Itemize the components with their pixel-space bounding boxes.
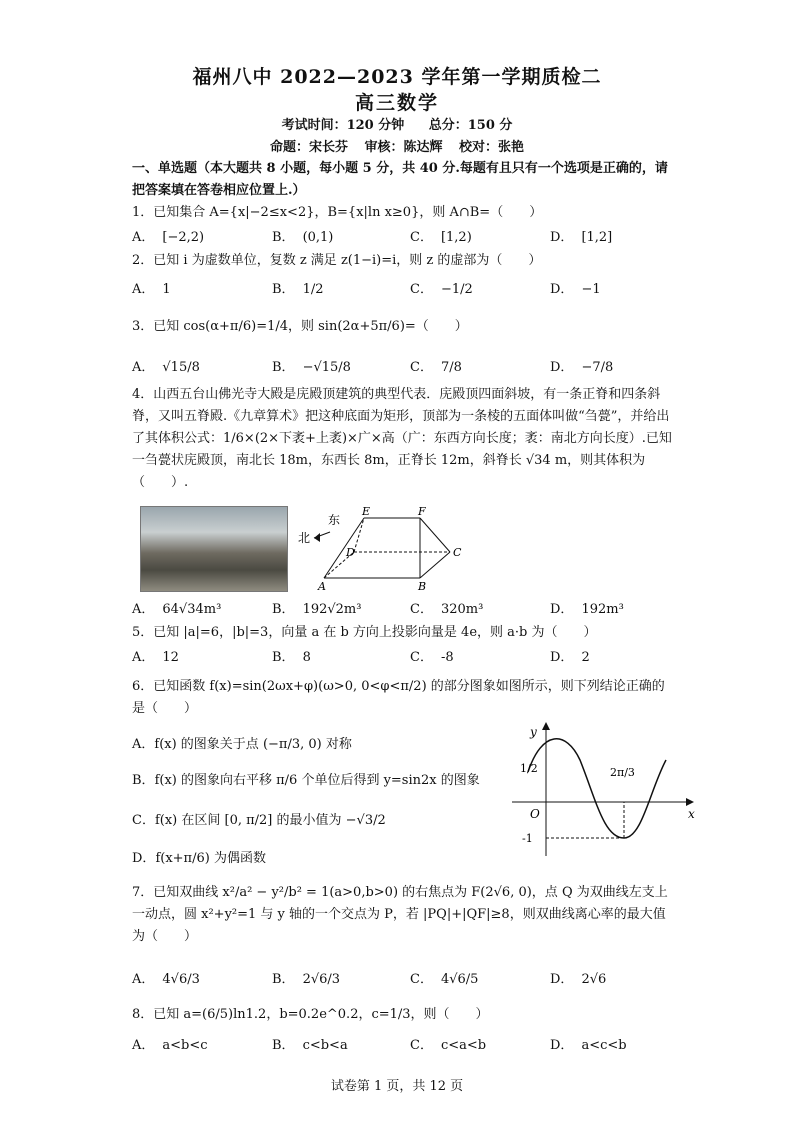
option-a: A． 64√34m³	[132, 602, 222, 617]
exam-time: 考试时间：120 分钟	[281, 118, 405, 133]
question-1-options	[132, 226, 692, 248]
option-a: A．f(x) 的图象关于点 (−π/3, 0) 对称	[132, 737, 352, 752]
question-2-options	[132, 278, 692, 300]
exam-meta	[0, 114, 794, 133]
option-c: C． -8	[410, 650, 454, 665]
reviewer: 审核：陈达辉	[364, 140, 443, 155]
option-c: C． 7/8	[410, 360, 462, 375]
option-d: D． −7/8	[550, 360, 614, 375]
question-5: 5．已知 |a|=6，|b|=3，向量 a 在 b 方向上投影向量是 4e，则 a·b 为（ ）	[132, 625, 597, 640]
exam-staff	[0, 136, 794, 155]
option-d: D． 192m³	[550, 602, 624, 617]
exam-subject: 高三数学	[354, 92, 439, 114]
sine-graph	[508, 720, 698, 860]
page-footer: 试卷第 1 页，共 12 页	[330, 1079, 464, 1094]
question-4-options	[132, 598, 692, 620]
east-label: 东	[328, 513, 341, 527]
question-8-options	[132, 1034, 692, 1056]
option-d: D． a<c<b	[550, 1038, 627, 1053]
option-b: B． (0,1)	[272, 230, 334, 245]
option-c: C．f(x) 在区间 [0, π/2] 的最小值为 −√3/2	[132, 813, 386, 828]
point-b: B	[418, 580, 427, 593]
option-a: A． 1	[132, 282, 171, 297]
option-a: A． 12	[132, 650, 179, 665]
question-4: 4．山西五台山佛光寺大殿是庑殿顶建筑的典型代表．庑殿顶四面斜坡，有一条正脊和四条斜脊，又叫五脊殿.《九章算术》把这种底面为矩形，顶部为一条棱的五面体叫做“刍甍”，并给出了其体积公式：1/6×(2×下袤+上袤)×广×高（广：东西方向长度；袤：南北方向长度）.已知一刍甍状庑殿顶，南北长 18m，东西长 8m，正脊长 12m，斜脊长 √34 m，则其体积为（ ）.	[132, 387, 672, 490]
solid-figure	[296, 504, 476, 596]
option-b: B．f(x) 的图象向右平移 π/6 个单位后得到 y=sin2x 的图象	[132, 773, 480, 788]
option-c: C． c<a<b	[410, 1038, 487, 1053]
x-axis-label: x	[688, 807, 695, 821]
point-f: F	[418, 505, 426, 518]
y-tick-top: 1/2	[520, 762, 538, 775]
setter: 命题：宋长芬	[269, 140, 348, 155]
option-c: C． 4√6/5	[410, 972, 479, 987]
question-5-options	[132, 646, 692, 668]
y-tick-bottom: -1	[522, 832, 533, 845]
question-3: 3．已知 cos(α+π/6)=1/4，则 sin(2α+5π/6)=（ ）	[132, 319, 468, 334]
option-d: D． −1	[550, 282, 601, 297]
y-axis-label: y	[530, 725, 537, 739]
section-heading: 一、单选题（本大题共 8 小题，每小题 5 分，共 40 分.每题有且只有一个选项是正确的，请把答案填在答卷相应位置上.）	[132, 161, 668, 198]
total-score: 总分：150 分	[428, 118, 513, 133]
point-a: A	[318, 580, 326, 593]
option-a: A． 4√6/3	[132, 972, 200, 987]
temple-photo	[140, 506, 288, 592]
option-c: C． [1,2)	[410, 230, 472, 245]
option-d: D．f(x+π/6) 为偶函数	[132, 851, 266, 866]
option-b: B． 192√2m³	[272, 602, 362, 617]
origin-label: O	[530, 807, 540, 821]
question-7-options	[132, 968, 692, 990]
option-b: B． 1/2	[272, 282, 324, 297]
question-8: 8．已知 a=(6/5)ln1.2，b=0.2e^0.2，c=1/3，则（ ）	[132, 1007, 489, 1022]
option-b: B． 8	[272, 650, 311, 665]
option-c: C． 320m³	[410, 602, 484, 617]
exam-title: 福州八中 2022—2023 学年第一学期质检二	[192, 66, 602, 88]
point-c: C	[453, 546, 462, 559]
point-d: D	[346, 546, 355, 559]
option-a: A． a<b<c	[132, 1038, 208, 1053]
option-a: A． [−2,2)	[132, 230, 205, 245]
question-7: 7．已知双曲线 x²/a² − y²/b² = 1(a>0,b>0) 的右焦点为 F(2√6, 0)，点 Q 为双曲线左支上一动点，圆 x²+y²=1 与 y 轴的一个交点为 P，若 |PQ|+|QF|≥8，则双曲线离心率的最大值为（ ）	[132, 885, 668, 944]
option-d: D． 2	[550, 650, 590, 665]
question-3-options	[132, 356, 692, 378]
point-e: E	[362, 505, 371, 518]
option-c: C． −1/2	[410, 282, 473, 297]
x-tick: 2π/3	[610, 766, 635, 779]
option-b: B． c<b<a	[272, 1038, 348, 1053]
question-1: 1．已知集合 A={x|−2≤x<2}，B={x|ln x≥0}，则 A∩B=（ ）	[132, 205, 543, 220]
option-d: D． [1,2]	[550, 230, 613, 245]
question-6: 6．已知函数 f(x)=sin(2ωx+φ)(ω>0, 0<φ<π/2) 的部分图象如图所示，则下列结论正确的是（ ）	[132, 679, 665, 716]
north-label: 北	[298, 531, 311, 545]
option-d: D． 2√6	[550, 972, 607, 987]
proofreader: 校对：张艳	[459, 140, 525, 155]
option-b: B． −√15/8	[272, 360, 351, 375]
question-2: 2．已知 i 为虚数单位，复数 z 满足 z(1−i)=i，则 z 的虚部为（ ）	[132, 253, 542, 268]
option-a: A． √15/8	[132, 360, 200, 375]
option-b: B． 2√6/3	[272, 972, 341, 987]
